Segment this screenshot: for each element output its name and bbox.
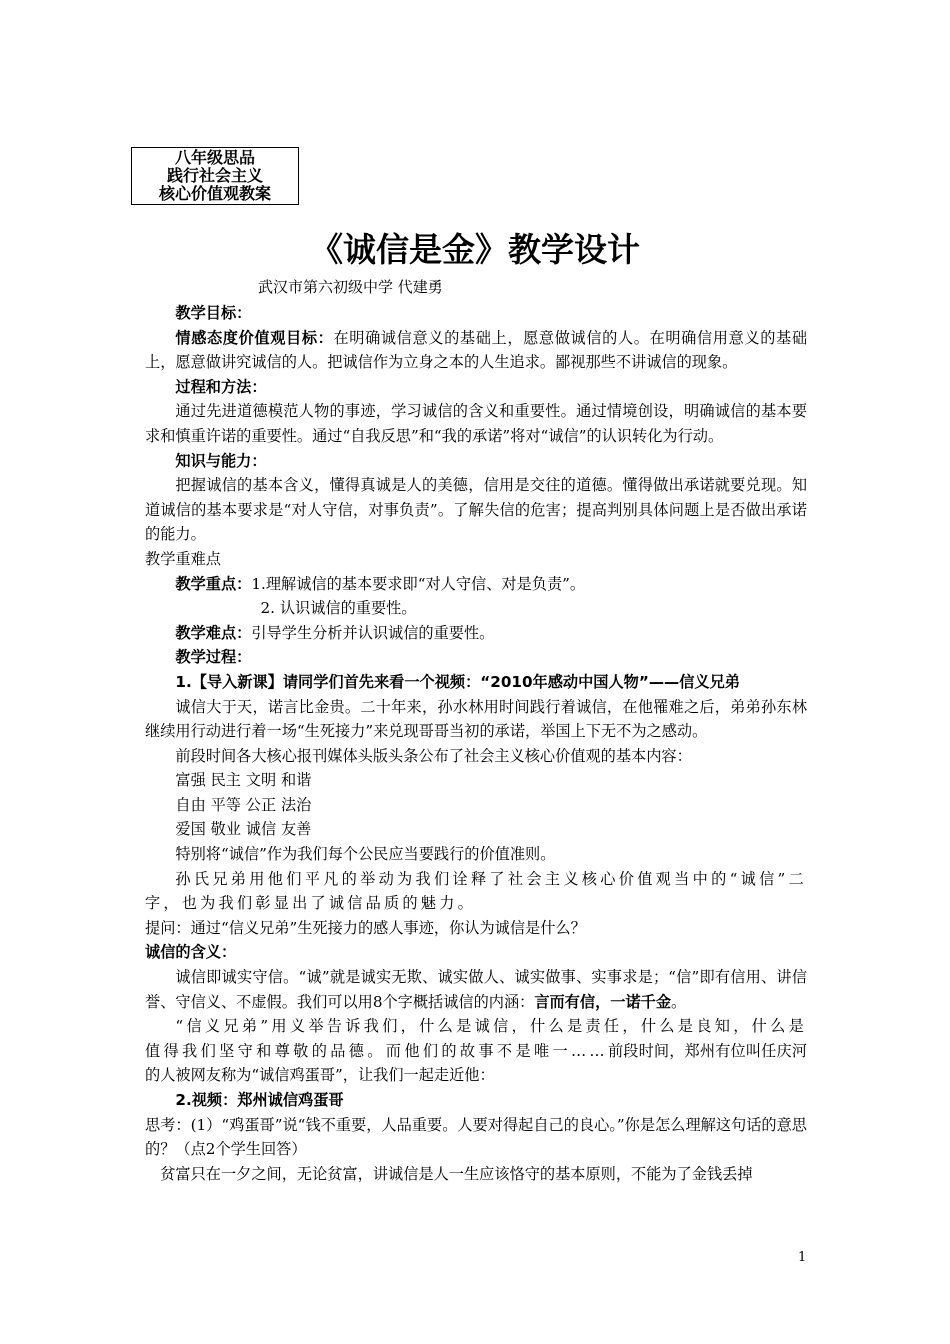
- values-row-1: 富强 民主 文明 和谐: [175, 771, 312, 790]
- paragraph-2: 前段时间各大核心报刊媒体头版头条公布了社会主义核心价值观的基本内容：: [175, 746, 692, 765]
- emotion-label: 情感态度价值观目标：: [175, 328, 334, 347]
- knowledge-paragraph: 把握诚信的基本含义，懂得真诚是人的美德，信用是交往的道德。懂得做出承诺就要兑现。知道诚信的基本要求是“对人守信，对事负责”。了解失信的危害；提高判别具体问题上是否做出承诺的能力。: [145, 476, 807, 544]
- values-row-3: 爱国 敬业 诚信 友善: [175, 820, 312, 839]
- process-paragraph: 通过先进道德模范人物的事迹，学习诚信的含义和重要性。通过情境创设，明确诚信的基本要求和慎重许诺的重要性。通过“自我反思”和“我的承诺”将对“诚信”的认识转化为行动。: [145, 402, 807, 445]
- emotion-paragraph: [145, 326, 807, 375]
- knowledge-heading: 知识与能力：: [175, 451, 267, 470]
- process-heading: 过程和方法：: [175, 377, 267, 396]
- goals-heading: 教学目标：: [175, 304, 252, 322]
- tag-line: 核心价值观教案: [158, 184, 271, 203]
- paragraph-5-bold: 言而有信，一诺千金: [534, 992, 672, 1011]
- paragraph-6-rest: 前段时间，郑州有位叫任庆河的人被网友称为“诚信鸡蛋哥”，让我们一起走近他：: [145, 1041, 808, 1085]
- meaning-heading: 诚信的含义：: [145, 943, 237, 962]
- document-title: 《诚信是金》教学设计: [310, 230, 640, 269]
- document-body: [145, 301, 807, 1186]
- key-difficult-heading: 教学重难点: [145, 549, 221, 568]
- tag-line: 践行社会主义: [166, 166, 263, 185]
- key-label: 教学重点：: [175, 574, 252, 593]
- key-text-1: 1.理解诚信的基本要求即“对人守信、对是负责”。: [251, 574, 586, 593]
- question-1: 提问：通过“信义兄弟”生死接力的感人事迹，你认为诚信是什么？: [145, 918, 586, 937]
- page-number: 1: [798, 1250, 807, 1265]
- teaching-process-heading: 教学过程：: [175, 648, 252, 667]
- paragraph-5-end: 。: [671, 992, 687, 1011]
- difficult-label: 教学难点：: [175, 623, 252, 642]
- paragraph-5-text: 诚信即诚实守信。“诚”就是诚实无欺、诚实做人、诚实做事、实事求是；“信”即有信用、讲信誉、守信义、不虚假。我们可以用8个字概括诚信的内涵：: [145, 968, 807, 1011]
- think-question-1: 思考：(1）“鸡蛋哥”说“钱不重要，人品重要。人要对得起自己的良心。”你是怎么理解这句话的意思的？（点2个学生回答）: [145, 1115, 807, 1159]
- paragraph-6: [145, 1014, 807, 1088]
- difficult-text: 引导学生分析并认识诚信的重要性。: [251, 623, 495, 642]
- step2-heading: 2.视频：郑州诚信鸡蛋哥: [175, 1091, 344, 1109]
- paragraph-1: 诚信大于天，诺言比金贵。二十年来，孙水林用时间践行着诚信，在他罹难之后，弟弟孙东林继续用行动进行着一场“生死接力”来兑现哥哥当初的承诺，举国上下无不为之感动。: [145, 697, 807, 741]
- key-point-1: [145, 572, 807, 597]
- difficult-point: [145, 621, 807, 646]
- values-row-2: 自由 平等 公正 法治: [175, 795, 312, 814]
- step1-heading: 1.【导入新课】请同学们首先来看一个视频：“2010年感动中国人物”——信义兄弟: [175, 672, 740, 691]
- emotion-text: 在明确诚信意义的基础上，愿意做诚信的人。在明确信用意义的基础上，愿意做讲究诚信的人。把诚信作为立身之本的人生追求。鄙视那些不讲诚信的现象。: [145, 328, 808, 372]
- tag-line: 八年级思品: [174, 148, 255, 167]
- paragraph-3: 特别将“诚信”作为我们每个公民应当要践行的价值准则。: [175, 845, 556, 864]
- paragraph-6-wide: “信义兄弟”用义举告诉我们，什么是诚信，什么是责任，什么是良知，什么是值得我们坚守和尊敬的品德。而他们的故事不是唯一……: [145, 1017, 807, 1060]
- author-line: 武汉市第六初级中学 代建勇: [258, 278, 443, 296]
- paragraph-5: [145, 965, 807, 1014]
- paragraph-7: 贫富只在一夕之间，无论贫富，讲诚信是人一生应该恪守的基本原则，不能为了金钱丢掉: [160, 1164, 753, 1183]
- lesson-tag-box: [131, 147, 299, 205]
- paragraph-4: 孙氏兄弟用他们平凡的举动为我们诠释了社会主义核心价值观当中的“诚信”二字，也为我们彰显出了诚信品质的魅力。: [145, 869, 807, 913]
- key-point-2: 2. 认识诚信的重要性。: [260, 599, 417, 618]
